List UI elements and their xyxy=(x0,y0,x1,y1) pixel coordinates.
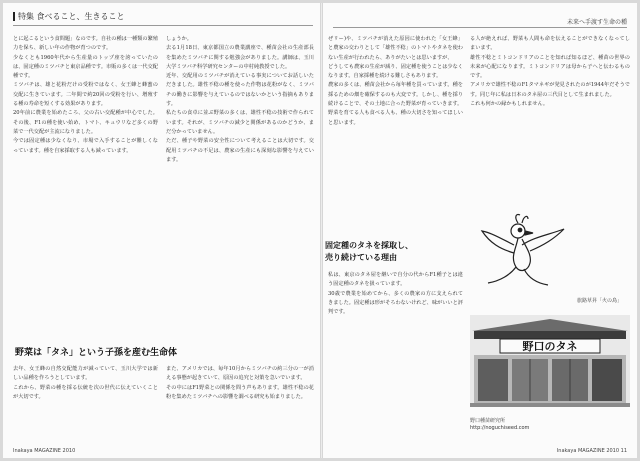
header-rule-left xyxy=(13,25,313,26)
paragraph: これから、野菜の種を採る伝統を次の世代に伝えていくことが大切です。 xyxy=(13,384,158,400)
storefront-photo xyxy=(470,315,630,407)
paragraph: また、アメリカでは、毎年10月からミツバチの約三分の一が消える事態が起きていて、原因の追究と対策を急いでいます。 xyxy=(166,366,314,382)
paragraph: 近年、交配用のミツバチが消えている事実についてお話しいただきました。雄性不稔の種を使った作物は花粉がなく、ミツバチの働きに影響を与えているのではないかという指摘もあります。 xyxy=(166,73,314,108)
paragraph: 野菜を育てる人も食べる人も、種の大切さを知ってほしいと思います。 xyxy=(328,110,463,126)
paragraph: 私たちの食卓に並ぶ野菜の多くは、雄性不稔の技術で作られています。それが、ミツバチの減少と関係があるのかどうか、まだ分かっていません。 xyxy=(166,110,314,135)
section-heading-left: 野菜は「タネ」という子孫を産む生命体 xyxy=(15,348,178,358)
page-footer-right: Inakaya MAGAZINE 2010 11 xyxy=(556,448,627,454)
paragraph: しょうか。 xyxy=(166,36,192,42)
header-title: 特集 食べること、生きること xyxy=(18,12,125,21)
paragraph: 20年前に農業を始めたころ、父の古い交配種が中心でした。その後、F1の種を使い始め、トマト、キュウリなど多くの野菜で一代交配が主流になりました。 xyxy=(13,110,158,135)
header-rule-right xyxy=(333,27,627,28)
paragraph: 今では固定種は少なくなり、市場で入手することが難しくなっています。種を自家採取する人も減っています。 xyxy=(13,138,158,154)
paragraph: ただ、種子や野菜の安全性について考えることは大切です。交配用ミツバチの不足は、農家の生産にも深刻な影響を与えています。 xyxy=(166,138,314,163)
paragraph: 去年、女王蜂の自然交配能力が減っていて、玉川大学では新しい品種を作ろうとしています。 xyxy=(13,366,158,382)
paragraph: る人が絶えれば、野菜も人間も命を伝えることができなくなってしまいます。 xyxy=(470,36,630,52)
paragraph: 少なくとも1960年代から生産量のトップ座を誇っていたのは、固定種のミツバチと東京品種です。市販の多くは一代交配種です。 xyxy=(13,54,158,80)
photo-caption-url: http://noguchiseed.com xyxy=(470,425,530,431)
store-sign: 野口のタネ xyxy=(522,340,578,353)
section-header xyxy=(13,11,125,22)
running-title: 未来へ手渡す生命の種 xyxy=(566,19,627,26)
paragraph: アメリカで雄性不稔のF1タマネギが発見されたのが1944年だそうです。同じ年に私は日本のタネ屋の三代目として生まれました。 xyxy=(470,82,630,98)
magazine-spread xyxy=(3,3,637,458)
section-heading-right xyxy=(325,240,413,264)
paragraph: ミツバチは、雄と花粉だけの受粉ではなく、女王蜂と蜂蜜の交配に生きています。二年間で約20回の受粉を行い、増殖する種の寿命を短くする効果があります。 xyxy=(13,82,158,108)
heading-line: 売り続けている理由 xyxy=(325,253,397,262)
right-col-2 xyxy=(470,35,630,205)
paragraph: これも何かの縁かもしれません。 xyxy=(470,101,549,108)
paragraph: 雄性不稔とミトコンドリアのことを知れば知るほど、種苗の世界の未来が心配になります。ミトコンドリアは母から子へと伝わるものです。 xyxy=(470,54,630,80)
right-col-1-bottom xyxy=(328,271,463,443)
paragraph: 農家の多くは、種苗会社から毎年種を買っています。種を採るための畑を確保するのも大変です。しかし、種を採り続けることで、その土地に合った野菜が育っていきます。 xyxy=(328,82,463,108)
page-footer-left: Inakaya MAGAZINE 2010 xyxy=(13,448,76,454)
paragraph: 去る1月18日、東京都国立の農業講座で、種苗会社の生産部長を集めたミツバチに関する勉強会がありました。講師は、玉川大学ミツバチ科学研究センターの中村純教授でした。 xyxy=(166,45,314,70)
figure-caption: 旅路草昇「火の鳥」 xyxy=(577,298,623,304)
photo-caption-name: 野口種苗研究所 xyxy=(470,418,506,424)
header-bar xyxy=(13,12,15,21)
paragraph: どうしても農家の生産が減り、固定種を使うことは少なくなります。自家採種を続ける難しさもあります。 xyxy=(328,63,463,80)
page-gutter xyxy=(320,3,323,458)
phoenix-illustration xyxy=(470,209,630,295)
paragraph: とに起こるという食問題」なのです。自社の種は一種類の繁殖力を保ち、新しい年の作物が育つのです。 xyxy=(13,36,158,52)
left-col-2 xyxy=(166,35,314,337)
left-col-1-bottom xyxy=(13,365,158,443)
paragraph: ぜリー)や、ミツバチが消えた原因に使われた「女王蜂」と農家の交わりとして「雄性不稔」のトマトやタネを使わない生産が行われたら、ありがたいとは思いますが、 xyxy=(328,36,463,61)
heading-line: 固定種のタネを採取し、 xyxy=(325,241,413,250)
paragraph: 私は、東京のタネ屋を継いで自分の代からF1種子とは違う固定種のタネを扱っています。 xyxy=(328,272,463,288)
right-col-1 xyxy=(328,35,463,233)
left-col-2-bottom xyxy=(166,365,314,443)
paragraph: その中にはF1野菜との関係を問う声もあります。雄性不稔の花粉を集めたミツバチへの影響を調べる研究も始まりました。 xyxy=(166,384,314,400)
paragraph: 30歳で農業を始めてから、多くの農家の方に支えられてきました。固定種は形がそろわないけれど、味がいいと評判です。 xyxy=(328,290,463,316)
left-col-1 xyxy=(13,35,158,337)
